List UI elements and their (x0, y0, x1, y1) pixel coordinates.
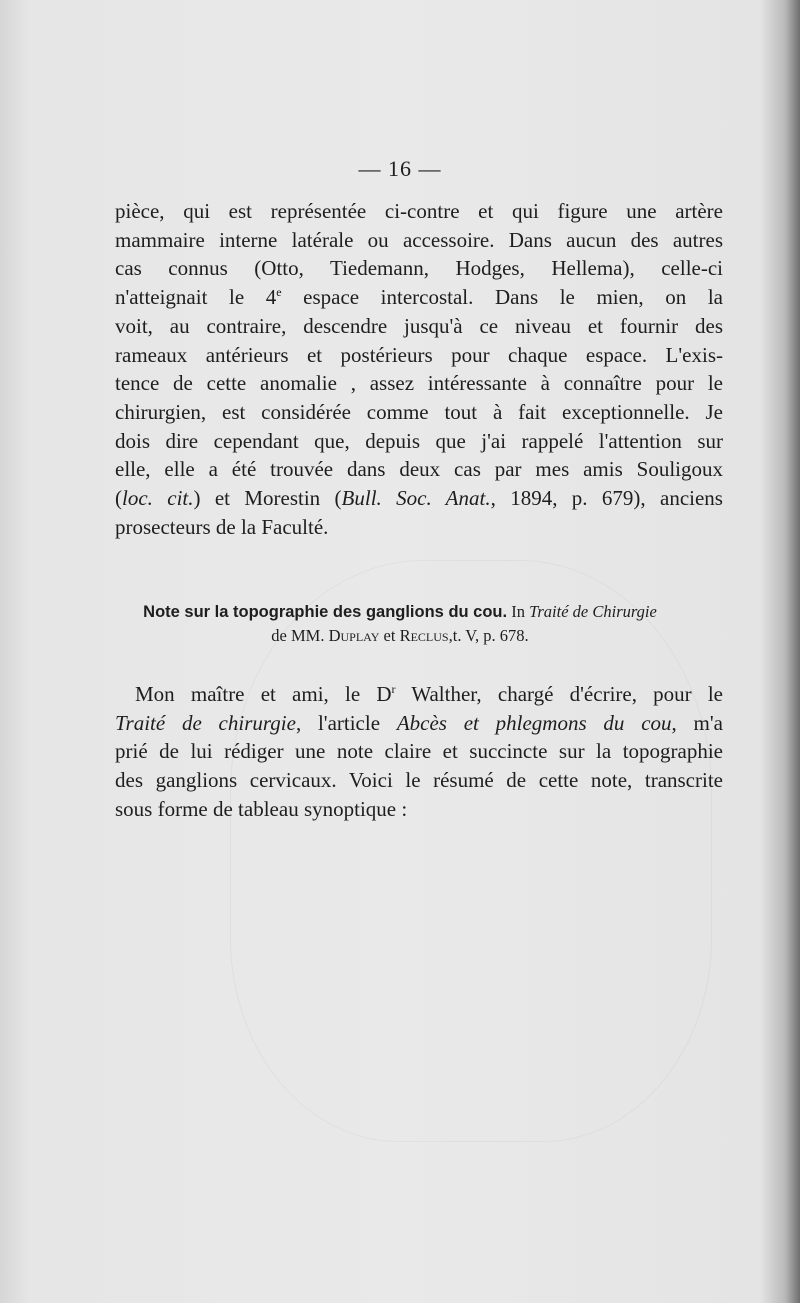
author-name: Duplay (328, 626, 380, 645)
text-fragment: , 1894, p. 679), anciens (490, 486, 723, 511)
text-fragment: ,t. V, p. 678. (448, 626, 529, 645)
text-line: sous forme de tableau synoptique : (115, 796, 408, 821)
text-fragment: ( (115, 486, 122, 511)
text-line: prié de lui rédiger une note claire et succincte sur la topographie (115, 739, 723, 764)
text-line: chirurgien, est considérée comme tout à fait exceptionnelle. Je (115, 399, 723, 424)
text-line (115, 283, 723, 312)
paragraph-2 (115, 680, 723, 824)
text-fragment: de MM. (271, 626, 329, 645)
text-line (115, 680, 723, 709)
text-fragment: espace intercostal. Dans le mien, on la (281, 285, 723, 310)
italic-title: Traité de chirurgie (115, 710, 296, 735)
italic-reference: Traité de Chirurgie (529, 602, 657, 621)
text-line (115, 484, 723, 513)
page-number: — 16 — (358, 156, 442, 181)
text-line: rameaux antérieurs et postérieurs pour chaque espace. L'exis- (115, 342, 723, 367)
text-fragment: et (379, 626, 400, 645)
text-line (115, 709, 723, 738)
text-fragment: ) et Morestin ( (193, 486, 342, 511)
italic-title: Abcès et phlegmons du cou (396, 710, 672, 735)
heading-line-1 (0, 600, 800, 624)
text-line: pièce, qui est représentée ci-contre et qui figure une artère (115, 199, 723, 223)
text-fragment: Mon maître et ami, le D (135, 682, 392, 706)
text-fragment: n'atteignait le 4 (115, 285, 277, 310)
text-line: prosecteurs de la Faculté. (115, 514, 329, 539)
italic-citation: Bull. Soc. Anat. (341, 486, 491, 511)
text-line: elle, elle a été trouvée dans deux cas par mes amis Souligoux (115, 457, 723, 482)
text-line: cas connus (Otto, Tiedemann, Hodges, Hellema), celle-ci (115, 256, 723, 281)
heading-line-2 (0, 624, 800, 648)
italic-citation: loc. cit. (122, 486, 194, 511)
text-line: mammaire interne latérale ou accessoire. Dans aucun des autres (115, 227, 723, 252)
text-fragment: In (507, 602, 530, 621)
text-fragment: Walther, chargé d'écrire, pour le (395, 682, 724, 706)
superscript: r (391, 682, 396, 696)
text-line: voit, au contraire, descendre jusqu'à ce niveau et fournir des (115, 313, 723, 338)
author-name: Reclus (399, 626, 449, 645)
text-fragment: , l'article (295, 710, 397, 735)
superscript: e (276, 285, 282, 300)
section-heading (0, 600, 800, 648)
text-line: tence de cette anomalie , assez intéressante à connaître pour le (115, 371, 723, 396)
heading-title: Note sur la topographie des ganglions du cou. (143, 603, 508, 621)
text-fragment: , m'a (671, 710, 723, 735)
paragraph-1 (115, 197, 723, 541)
text-line: dois dire cependant que, depuis que j'ai rappelé l'attention sur (115, 428, 723, 453)
text-line: des ganglions cervicaux. Voici le résumé de cette note, transcrite (115, 768, 723, 793)
